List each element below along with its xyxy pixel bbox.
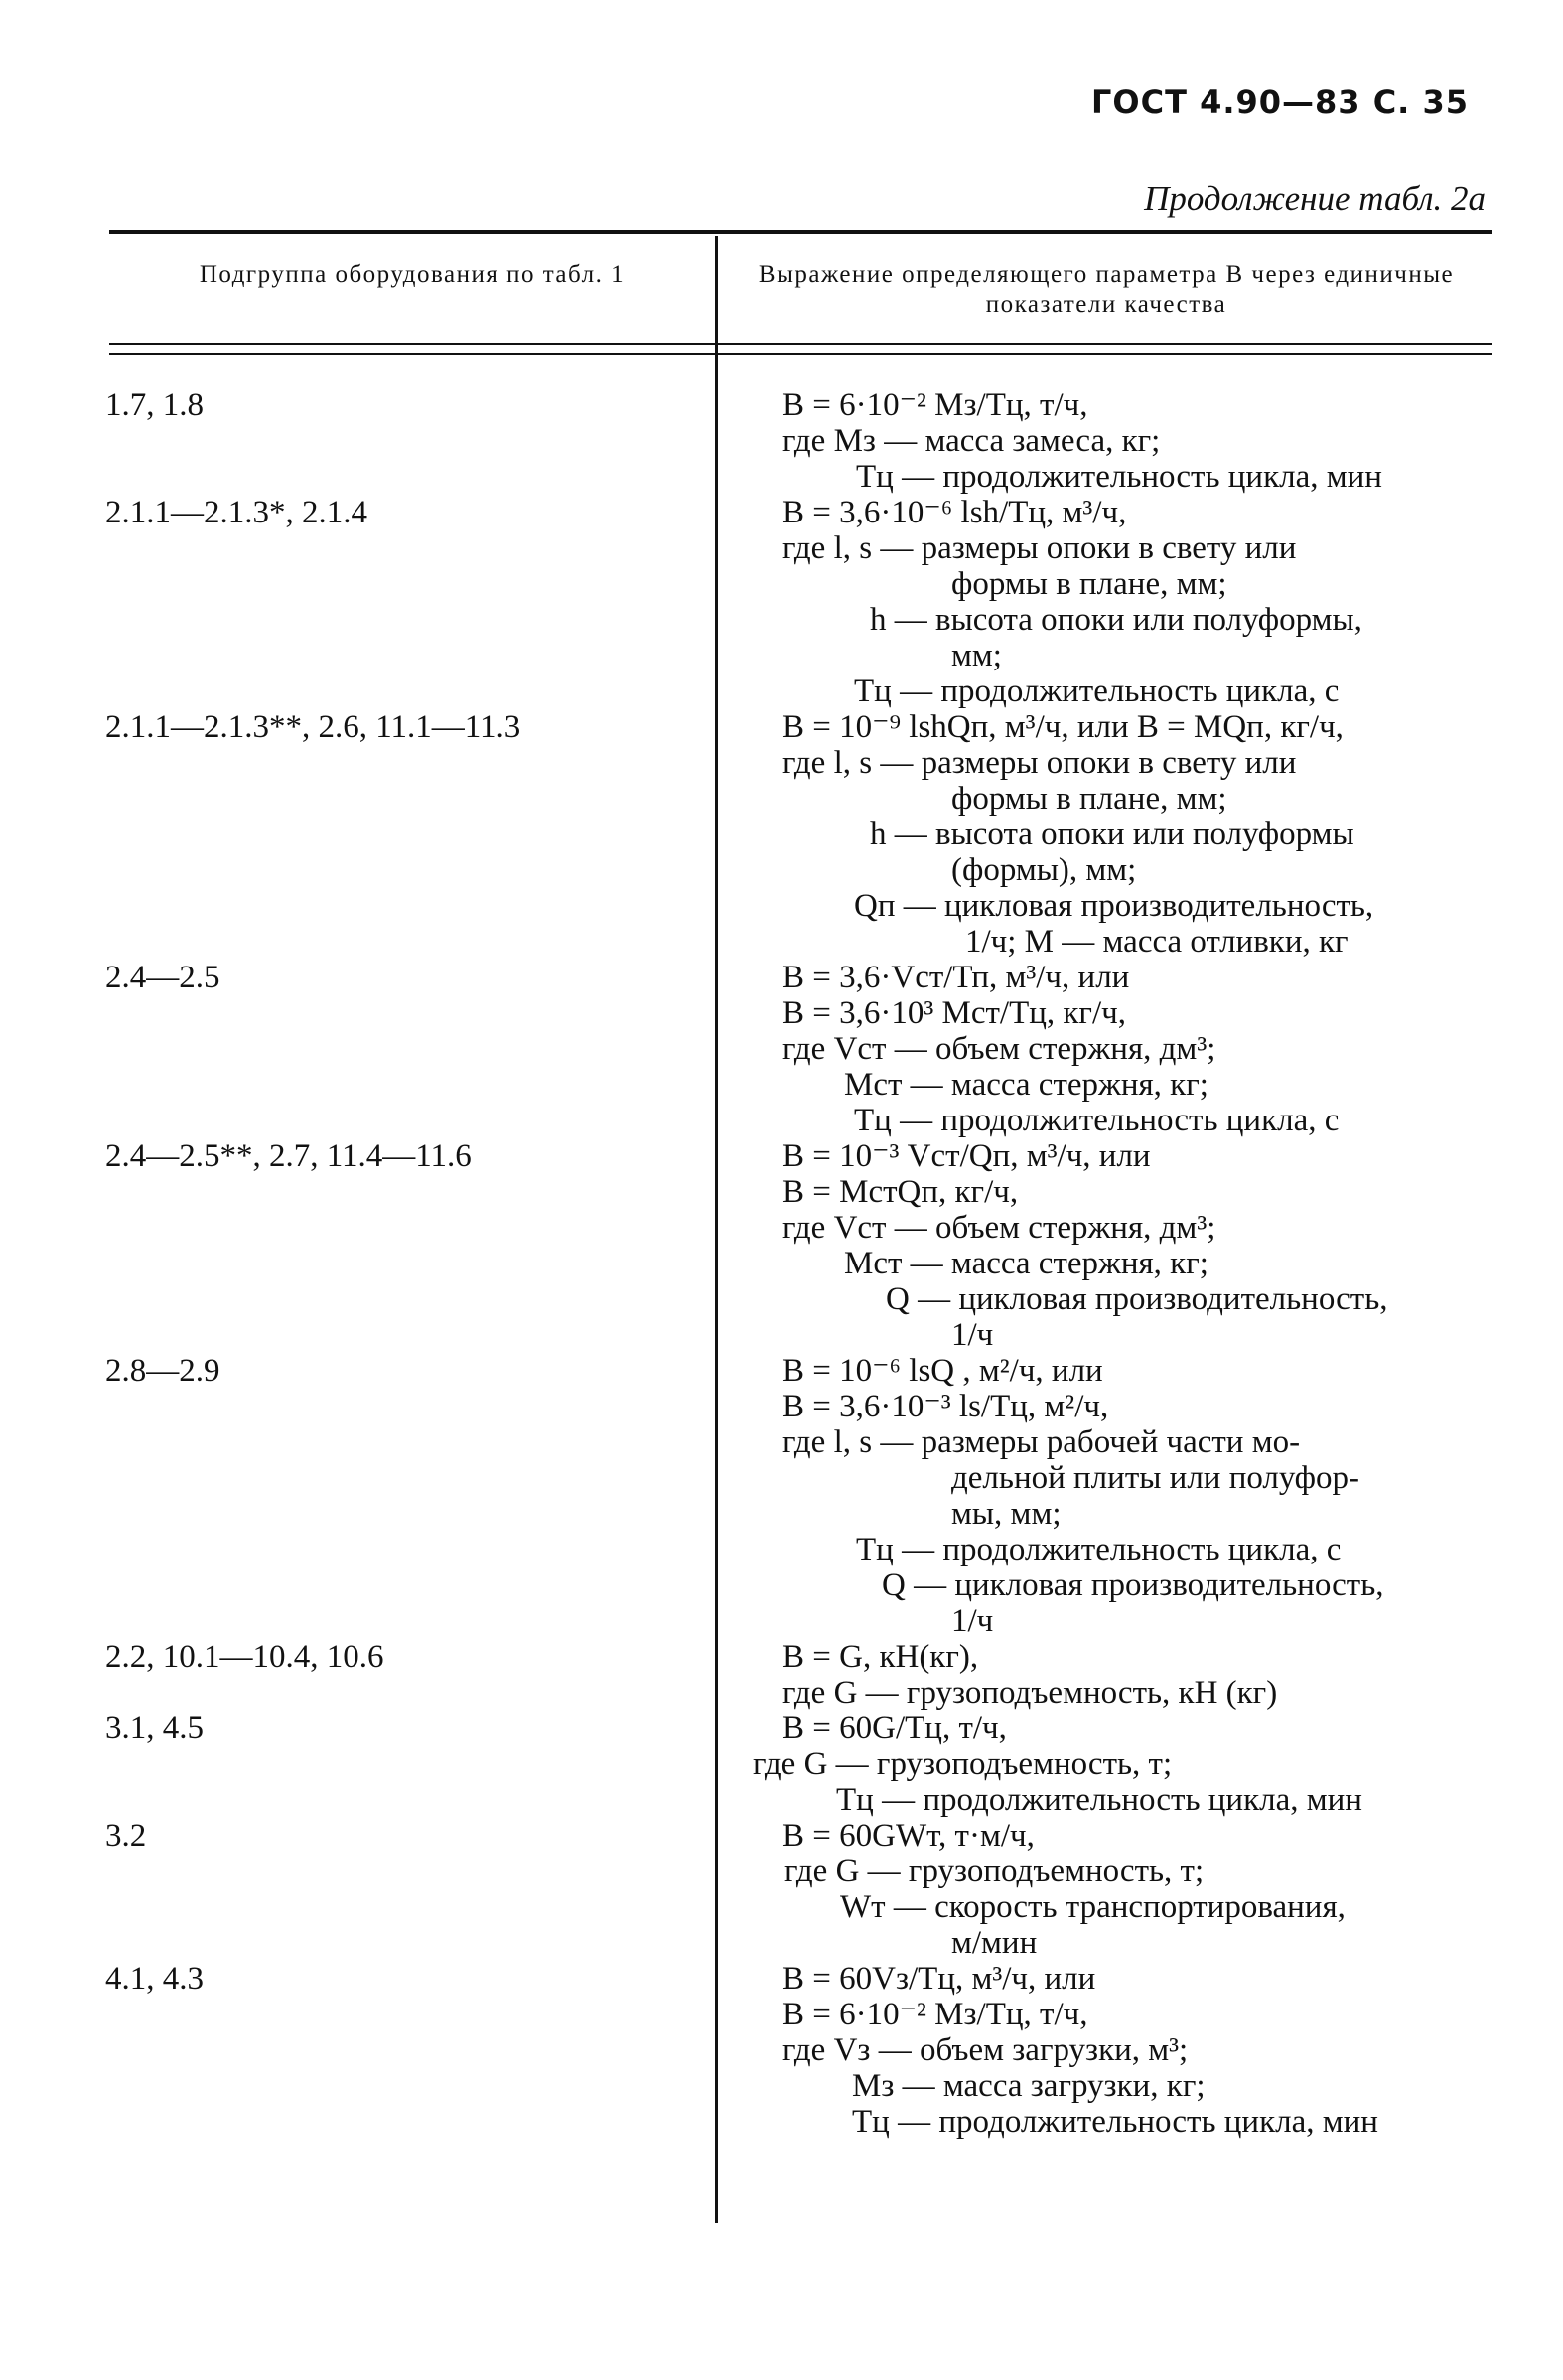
expression-line: где G — грузоподъемность, т; [784, 1854, 1205, 1889]
expression-line: В = 3,6·Vст/Тп, м³/ч, или [782, 960, 1130, 995]
expression-line: где l, s — размеры опоки в свету или [782, 745, 1297, 781]
expression-line: Тц — продолжительность цикла, с [854, 673, 1340, 709]
expression-line: дельной плиты или полуфор- [951, 1460, 1359, 1496]
expression-line: h — высота опоки или полуформы [870, 817, 1354, 852]
column-divider [715, 236, 718, 2223]
expression-line: В = 60G/Тц, т/ч, [782, 1711, 1007, 1746]
expression-line: В = 10⁻³ Vст/Qп, м³/ч, или [782, 1138, 1151, 1174]
expression-line: Мст — масса стержня, кг; [844, 1246, 1208, 1281]
expression-line: В = 60GWт, т·м/ч, [782, 1818, 1035, 1854]
expression-line: где l, s — размеры опоки в свету или [782, 530, 1297, 566]
expression-line: где G — грузоподъемность, т; [753, 1746, 1173, 1782]
table-header-rule-2 [109, 353, 1492, 355]
expression-line: В = 10⁻⁶ lsQ , м²/ч, или [782, 1353, 1103, 1389]
subgroup-cell: 4.1, 4.3 [105, 1961, 204, 1997]
page-header: ГОСТ 4.90—83 С. 35 [1091, 83, 1469, 121]
expression-line: Qп — цикловая производительность, [854, 888, 1374, 924]
expression-line: Тц — продолжительность цикла, мин [836, 1782, 1362, 1818]
expression-line: Мз — масса загрузки, кг; [852, 2068, 1206, 2104]
expression-line: 1/ч; М — масса отливки, кг [965, 924, 1349, 960]
expression-line: Тц — продолжительность цикла, с [854, 1103, 1340, 1138]
subgroup-cell: 2.1.1—2.1.3**, 2.6, 11.1—11.3 [105, 709, 521, 745]
expression-line: мы, мм; [951, 1496, 1062, 1532]
expression-line: В = G, кН(кг), [782, 1639, 979, 1675]
subgroup-cell: 1.7, 1.8 [105, 387, 204, 423]
expression-line: (формы), мм; [951, 852, 1137, 888]
table-continuation-label: Продолжение табл. 2а [1144, 179, 1486, 218]
expression-line: формы в плане, мм; [951, 781, 1227, 817]
expression-line: где l, s — размеры рабочей части мо- [782, 1424, 1301, 1460]
expression-line: В = 60Vз/Тц, м³/ч, или [782, 1961, 1096, 1997]
expression-line: где G — грузоподъемность, кН (кг) [782, 1675, 1278, 1711]
expression-line: В = 10⁻⁹ lshQп, м³/ч, или В = MQп, кг/ч, [782, 709, 1344, 745]
expression-line: 1/ч [951, 1603, 994, 1639]
subgroup-cell: 2.4—2.5 [105, 960, 220, 995]
expression-line: Тц — продолжительность цикла, мин [856, 459, 1382, 495]
table-top-rule [109, 230, 1492, 234]
column-header-subgroup: Подгруппа оборудования по табл. 1 [199, 261, 626, 288]
subgroup-cell: 2.8—2.9 [105, 1353, 220, 1389]
expression-line: где Мз — масса замеса, кг; [782, 423, 1161, 459]
expression-line: Тц — продолжительность цикла, с [856, 1532, 1342, 1567]
subgroup-cell: 2.4—2.5**, 2.7, 11.4—11.6 [105, 1138, 472, 1174]
subgroup-cell: 3.2 [105, 1818, 147, 1854]
expression-line: В = 3,6·10⁻⁶ lsh/Тц, м³/ч, [782, 495, 1127, 530]
expression-line: формы в плане, мм; [951, 566, 1227, 602]
column-header-expression: Выражение определяющего параметра В через единичные показатели качества [758, 261, 1455, 318]
expression-line: В = 3,6·10³ Мст/Тц, кг/ч, [782, 995, 1126, 1031]
expression-line: Q — цикловая производительность, [882, 1567, 1384, 1603]
expression-line: м/мин [951, 1925, 1038, 1961]
table-header-rule [109, 343, 1492, 345]
expression-line: 1/ч [951, 1317, 994, 1353]
expression-line: мм; [951, 638, 1002, 673]
subgroup-cell: 3.1, 4.5 [105, 1711, 204, 1746]
expression-line: В = 3,6·10⁻³ ls/Тц, м²/ч, [782, 1389, 1109, 1424]
subgroup-cell: 2.2, 10.1—10.4, 10.6 [105, 1639, 384, 1675]
subgroup-cell: 2.1.1—2.1.3*, 2.1.4 [105, 495, 367, 530]
expression-line: Q — цикловая производительность, [886, 1281, 1388, 1317]
expression-line: h — высота опоки или полуформы, [870, 602, 1362, 638]
expression-line: где Vст — объем стержня, дм³; [782, 1210, 1216, 1246]
expression-line: В = 6·10⁻² Мз/Тц, т/ч, [782, 387, 1088, 423]
expression-line: В = 6·10⁻² Мз/Тц, т/ч, [782, 1997, 1088, 2032]
expression-line: Wт — скорость транспортирования, [840, 1889, 1346, 1925]
expression-line: где Vст — объем стержня, дм³; [782, 1031, 1216, 1067]
expression-line: где Vз — объем загрузки, м³; [782, 2032, 1189, 2068]
expression-line: Тц — продолжительность цикла, мин [852, 2104, 1378, 2140]
expression-line: Мст — масса стержня, кг; [844, 1067, 1208, 1103]
expression-line: В = МстQп, кг/ч, [782, 1174, 1019, 1210]
